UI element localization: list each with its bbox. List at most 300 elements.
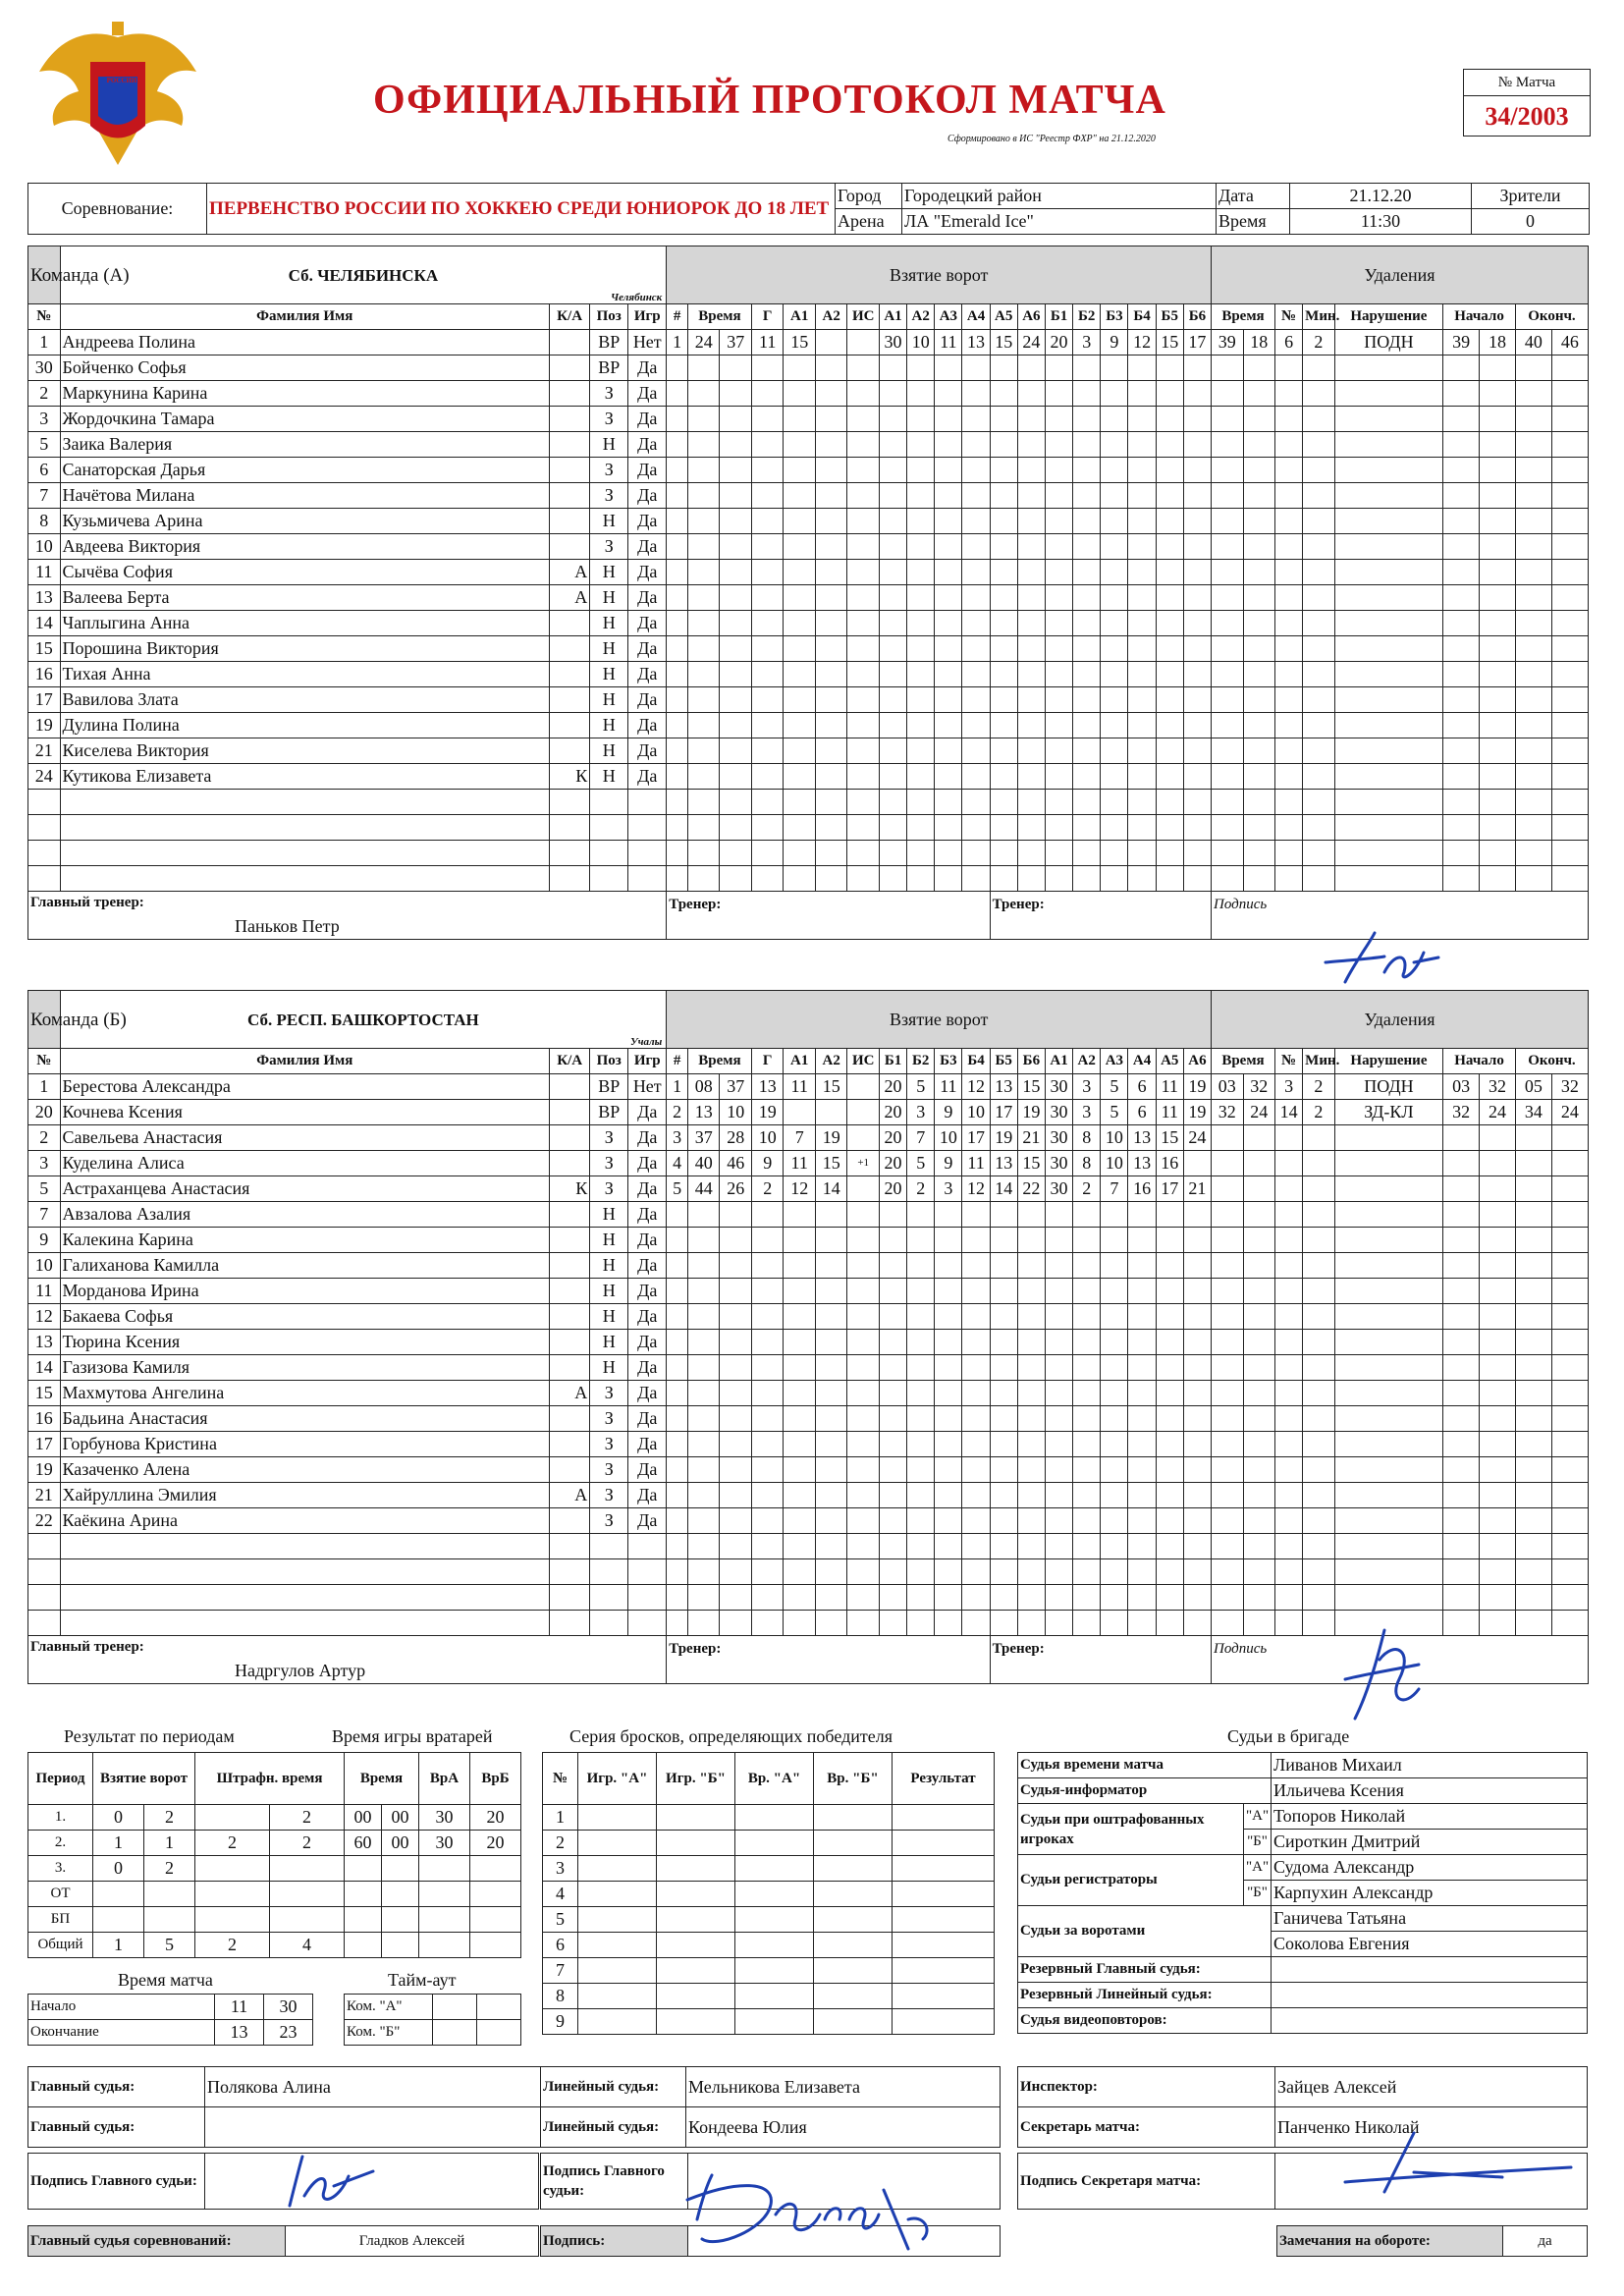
team-b-pen-end-min: [1515, 1125, 1551, 1151]
team-b-goal-on-ice: 30: [1045, 1100, 1072, 1125]
competition-name: ПЕРВЕНСТВО РОССИИ ПО ХОККЕЮ СРЕДИ ЮНИОРОК ДО 18 ЛЕТ: [207, 184, 836, 235]
team-a-goal-sec: [720, 381, 752, 407]
team-b-goal-a2: [815, 1253, 847, 1279]
team-a-player-no: 21: [28, 738, 61, 764]
goalie-time-row: [345, 1907, 521, 1933]
team-a-pen-violation: [1334, 355, 1443, 381]
shootout-cell: [814, 1831, 893, 1856]
team-b-goal-a1: [784, 1304, 816, 1330]
team-b-goal-scorer: [751, 1483, 784, 1508]
team-b-pen-start-min: [1443, 1228, 1480, 1253]
team-b-goal-sec: [720, 1483, 752, 1508]
team-b-goal-on-ice: [935, 1534, 962, 1559]
team-a-goal-a2: [815, 713, 847, 738]
results-goals-a: [93, 1882, 144, 1907]
team-a-player-played: Да: [628, 713, 667, 738]
team-a-goal-a1: [784, 866, 816, 892]
match-start-minute: 30: [264, 1995, 313, 2020]
team-b-header-no: №: [28, 1049, 61, 1074]
team-a-goal-on-ice: [962, 764, 990, 790]
team-b-goal-a2: [815, 1279, 847, 1304]
team-a-pen-end-sec: [1551, 790, 1588, 815]
team-a-pen-start-min: [1443, 841, 1480, 866]
team-a-pen-start-sec: [1480, 534, 1516, 560]
team-a-goal-on-ice: [1128, 509, 1156, 534]
team-b-pen-start-min: [1443, 1432, 1480, 1457]
team-a-goal-on-ice: [1073, 636, 1101, 662]
team-b-pen-player: [1275, 1508, 1303, 1534]
team-b-player-no: 21: [28, 1483, 61, 1508]
team-b-goal-on-ice: [1101, 1508, 1128, 1534]
team-a-goal-on-ice: [907, 738, 935, 764]
team-b-goal-a1: [784, 1253, 816, 1279]
team-b-goal-on-ice: [1156, 1611, 1183, 1636]
team-b-pen-end-min: [1515, 1559, 1551, 1585]
team-b-header-played: Игр: [628, 1049, 667, 1074]
match-end-label: Окончание: [28, 2020, 215, 2046]
date-label: Дата: [1217, 184, 1290, 209]
shootout-cell: [578, 1805, 657, 1831]
team-b-goal-on-ice: 13: [990, 1151, 1017, 1176]
team-a-goal-on-ice: [879, 560, 906, 585]
team-b-goal-on-ice: [962, 1381, 990, 1406]
team-a-goal-on-ice: [907, 534, 935, 560]
team-a-pen-violation: [1334, 432, 1443, 458]
team-a-goal-a2: [815, 866, 847, 892]
team-a-goal-on-ice: [1073, 815, 1101, 841]
team-a-pen-violation: [1334, 483, 1443, 509]
team-a-goal-on-ice: [1017, 483, 1045, 509]
team-b-pen-start-min: [1443, 1125, 1480, 1151]
team-b-goal-sec: [720, 1381, 752, 1406]
team-b-goal-a2: [815, 1304, 847, 1330]
team-a-goal-scorer: [751, 738, 784, 764]
team-b-player-ka: [550, 1202, 590, 1228]
team-b-pen-sec: [1243, 1508, 1275, 1534]
team-b-goal-on-ice: [907, 1611, 935, 1636]
team-a-header-pen-violation: Нарушение: [1334, 304, 1443, 330]
team-b-goal-on-ice: [990, 1457, 1017, 1483]
team-a-pen-start-sec: [1480, 585, 1516, 611]
team-b-goal-no: [667, 1534, 688, 1559]
team-b-pen-end-min: [1515, 1585, 1551, 1611]
team-a-goal-a2: [815, 841, 847, 866]
video-judge-label: Судья видеоповторов:: [1018, 2008, 1272, 2034]
team-b-pen-start-sec: [1480, 1176, 1516, 1202]
team-b-goal-no: [667, 1432, 688, 1457]
team-a-pen-minutes: [1303, 866, 1335, 892]
team-b-goal-a1: [784, 1279, 816, 1304]
team-b-header-on-ice-7: А1: [1045, 1049, 1072, 1074]
team-a-pen-sec: [1243, 611, 1275, 636]
team-b-goal-on-ice: [879, 1611, 906, 1636]
team-b-goal-scorer: [751, 1330, 784, 1355]
team-b-pen-end-sec: [1551, 1304, 1588, 1330]
team-a-goal-on-ice: 15: [1156, 330, 1183, 355]
team-b-goal-on-ice: [879, 1483, 906, 1508]
team-a-goal-on-ice: [1017, 687, 1045, 713]
team-a-pen-start-sec: [1480, 509, 1516, 534]
team-b-pen-start-sec: [1480, 1304, 1516, 1330]
inspector-label: Инспектор:: [1018, 2067, 1275, 2107]
team-a-goal-scorer: [751, 355, 784, 381]
team-a-goal-on-ice: [935, 738, 962, 764]
team-b-row: [28, 1406, 1589, 1432]
team-b-goal-scorer: [751, 1406, 784, 1432]
team-a-player-name: Заика Валерия: [60, 432, 550, 458]
team-a-goal-situation: [847, 330, 880, 355]
team-a-goal-on-ice: [1156, 381, 1183, 407]
team-b-pen-player: [1275, 1483, 1303, 1508]
team-a-pen-sec: 18: [1243, 330, 1275, 355]
team-b-goal-min: [687, 1304, 720, 1330]
date-value: 21.12.20: [1290, 184, 1472, 209]
team-b-head-coach-cell: [28, 1636, 667, 1684]
team-a-goal-on-ice: 30: [879, 330, 906, 355]
team-a-pen-min-mm: [1212, 738, 1244, 764]
team-a-pen-min-mm: [1212, 764, 1244, 790]
team-b-row: [28, 1559, 1589, 1585]
team-b-pen-end-sec: [1551, 1355, 1588, 1381]
team-a-goal-on-ice: [1128, 841, 1156, 866]
goalie-b-no: [470, 1907, 521, 1933]
results-title: Результат по периодам: [64, 1726, 235, 1746]
team-a-row: [28, 381, 1589, 407]
team-a-goal-on-ice: [935, 458, 962, 483]
team-b-goal-on-ice: [1073, 1202, 1101, 1228]
team-a-goal-on-ice: [935, 483, 962, 509]
team-a-goal-on-ice: [962, 381, 990, 407]
team-b-goal-on-ice: [962, 1228, 990, 1253]
team-a-goal-on-ice: [1045, 355, 1072, 381]
team-b-goal-on-ice: [1183, 1611, 1211, 1636]
team-b-pen-end-sec: [1551, 1253, 1588, 1279]
team-b-goal-on-ice: 30: [1045, 1151, 1072, 1176]
team-b-pen-end-sec: [1551, 1279, 1588, 1304]
team-b-player-no: 5: [28, 1176, 61, 1202]
team-b-goal-min: 08: [687, 1074, 720, 1100]
team-b-goal-on-ice: [1156, 1534, 1183, 1559]
team-a-goal-on-ice: [1101, 458, 1128, 483]
team-b-header-pen-no: №: [1275, 1049, 1303, 1074]
team-b-goal-sec: [720, 1611, 752, 1636]
team-b-goal-situation: [847, 1253, 880, 1279]
team-b-goal-on-ice: [1017, 1611, 1045, 1636]
team-a-pen-start-min: [1443, 687, 1480, 713]
secretary-name: Панченко Николай: [1275, 2107, 1588, 2148]
team-a-goal-on-ice: [1045, 611, 1072, 636]
team-b-row: [28, 1202, 1589, 1228]
team-b-row: [28, 1074, 1589, 1100]
team-a-header-assist-1: А1: [784, 304, 816, 330]
team-a-pen-sec: [1243, 790, 1275, 815]
team-b-goal-sec: [720, 1253, 752, 1279]
city-label: Город: [836, 184, 902, 209]
team-b-pen-minutes: [1303, 1304, 1335, 1330]
shootout-cell: [893, 1882, 995, 1907]
team-b-pen-end-sec: [1551, 1125, 1588, 1151]
team-b-goal-on-ice: 13: [990, 1074, 1017, 1100]
team-a-goal-a1: [784, 355, 816, 381]
team-b-goal-on-ice: [907, 1304, 935, 1330]
secretary-signature: [1326, 2123, 1591, 2202]
team-b-goal-on-ice: [879, 1253, 906, 1279]
results-pim-a: [195, 1907, 270, 1933]
team-a-goal-on-ice: [1128, 687, 1156, 713]
match-start-hour: 11: [215, 1995, 264, 2020]
team-a-row: [28, 560, 1589, 585]
team-b-goal-on-ice: [1101, 1611, 1128, 1636]
team-a-pen-end-sec: [1551, 815, 1588, 841]
team-a-goal-sec: [720, 560, 752, 585]
team-a-goal-on-ice: [907, 458, 935, 483]
team-a-pen-start-sec: [1480, 355, 1516, 381]
team-a-goal-on-ice: [1128, 815, 1156, 841]
shootout-no: 9: [543, 2009, 578, 2035]
team-a-goal-a2: [815, 509, 847, 534]
team-a-name: Сб. ЧЕЛЯБИНСКА: [288, 265, 439, 285]
team-b-goal-on-ice: [1156, 1483, 1183, 1508]
team-a-pen-player: [1275, 509, 1303, 534]
team-a-goal-a1: [784, 662, 816, 687]
team-a-sign-label: Подпись: [1214, 897, 1268, 912]
team-a-pen-start-sec: [1480, 866, 1516, 892]
team-b-goal-on-ice: [1101, 1330, 1128, 1355]
team-b-goal-on-ice: [1101, 1228, 1128, 1253]
team-b-goal-min: [687, 1202, 720, 1228]
team-b-pen-violation: [1334, 1151, 1443, 1176]
team-b-pen-sec: [1243, 1611, 1275, 1636]
team-a-goal-on-ice: [1183, 662, 1211, 687]
team-b-goal-on-ice: [935, 1508, 962, 1534]
team-b-goal-situation: [847, 1125, 880, 1151]
team-a-goal-a2: [815, 407, 847, 432]
line-referee-1: Мельникова Елизавета: [686, 2067, 1001, 2107]
results-pim-header: Штрафн. время: [195, 1753, 345, 1805]
team-a-player-name: Кузьмичева Арина: [60, 509, 550, 534]
team-a-pen-min-mm: [1212, 815, 1244, 841]
team-b-header-on-ice-1: Б1: [879, 1049, 906, 1074]
team-b-pen-min-mm: [1212, 1151, 1244, 1176]
team-a-goal-sec: [720, 764, 752, 790]
results-pim-b: [270, 1856, 345, 1882]
team-a-goal-on-ice: [879, 585, 906, 611]
team-a-player-played: Да: [628, 407, 667, 432]
registrar-b: Карпухин Александр: [1272, 1881, 1588, 1906]
team-b-pen-sec: [1243, 1228, 1275, 1253]
team-b-player-pos: [590, 1534, 628, 1559]
team-a-goal-on-ice: [1017, 381, 1045, 407]
team-a-header-on-ice-2: А2: [907, 304, 935, 330]
team-b-pen-end-min: [1515, 1483, 1551, 1508]
team-a-goal-scorer: [751, 560, 784, 585]
team-a-player-no: 15: [28, 636, 61, 662]
team-a-goal-on-ice: [1183, 866, 1211, 892]
team-a-goal-no: [667, 432, 688, 458]
team-a-pen-minutes: [1303, 458, 1335, 483]
team-a-player-pos: [590, 790, 628, 815]
team-b-goal-on-ice: [1156, 1279, 1183, 1304]
team-b-goal-a2: [815, 1100, 847, 1125]
team-b-pen-start-sec: [1480, 1228, 1516, 1253]
team-b-player-played: Да: [628, 1508, 667, 1534]
team-a-player-pos: Н: [590, 687, 628, 713]
team-a-player-ka: А: [550, 560, 590, 585]
team-b-goal-on-ice: 5: [907, 1074, 935, 1100]
team-a-goal-scorer: [751, 483, 784, 509]
team-a-goal-on-ice: [1017, 815, 1045, 841]
team-a-goal-on-ice: [935, 534, 962, 560]
goalie-a-header: ВрА: [419, 1753, 470, 1805]
team-b-pen-end-sec: [1551, 1559, 1588, 1585]
team-a-goal-on-ice: [879, 662, 906, 687]
goalie-time-sec: [382, 1907, 419, 1933]
team-b-header-scorer: Г: [751, 1049, 784, 1074]
team-b-player-ka: К: [550, 1176, 590, 1202]
team-a-goal-on-ice: [907, 841, 935, 866]
team-a-header-ka: К/А: [550, 304, 590, 330]
team-b-pen-min-mm: [1212, 1381, 1244, 1406]
team-a-block: [27, 246, 1589, 940]
team-a-pen-min-mm: [1212, 790, 1244, 815]
team-a-pen-minutes: [1303, 764, 1335, 790]
team-a-pen-min-mm: [1212, 636, 1244, 662]
team-a-player-name: [60, 790, 550, 815]
team-a-goal-on-ice: [1045, 585, 1072, 611]
team-a-pen-sec: [1243, 841, 1275, 866]
shootout-row: [543, 1958, 995, 1984]
shootout-row: [543, 1984, 995, 2009]
team-b-pen-end-min: [1515, 1534, 1551, 1559]
team-b-goal-on-ice: [935, 1432, 962, 1457]
team-b-pen-player: 3: [1275, 1074, 1303, 1100]
team-b-goal-min: 44: [687, 1176, 720, 1202]
team-b-player-played: Да: [628, 1355, 667, 1381]
goalie-time-min: [345, 1882, 382, 1907]
team-b-goals-title: Взятие ворот: [667, 991, 1212, 1049]
team-a-goal-on-ice: [1045, 764, 1072, 790]
shootout-cell: [814, 1805, 893, 1831]
team-a-goal-on-ice: [935, 866, 962, 892]
team-a-goal-on-ice: [990, 585, 1017, 611]
team-b-goal-a1: [784, 1381, 816, 1406]
team-b-goal-on-ice: [1045, 1432, 1072, 1457]
team-b-goal-on-ice: [1101, 1202, 1128, 1228]
timeout-table: [344, 1994, 521, 2046]
team-a-goal-on-ice: [1183, 458, 1211, 483]
team-a-goal-a1: [784, 509, 816, 534]
remarks-label: Замечания на обороте:: [1277, 2226, 1503, 2257]
team-b-pen-sec: [1243, 1176, 1275, 1202]
team-b-goal-min: [687, 1432, 720, 1457]
team-a-goal-on-ice: [1183, 355, 1211, 381]
team-b-goal-on-ice: [1128, 1355, 1156, 1381]
results-period: Общий: [28, 1933, 93, 1958]
results-goals-a: 1: [93, 1933, 144, 1958]
team-b-goal-on-ice: [1017, 1534, 1045, 1559]
team-b-pen-start-min: [1443, 1508, 1480, 1534]
team-a-head-coach-label: Главный тренер:: [30, 895, 144, 910]
team-b-header-goal-no: #: [667, 1049, 688, 1074]
team-a-goal-on-ice: [1017, 407, 1045, 432]
team-b-goal-sec: 10: [720, 1100, 752, 1125]
team-b-block: [27, 990, 1589, 1684]
team-b-goal-on-ice: [1045, 1279, 1072, 1304]
team-a-goal-on-ice: [1183, 764, 1211, 790]
team-b-player-name: Авзалова Азалия: [60, 1202, 550, 1228]
team-b-pen-sec: 32: [1243, 1074, 1275, 1100]
team-b-pen-start-sec: [1480, 1432, 1516, 1457]
team-b-goal-on-ice: [935, 1483, 962, 1508]
team-b-player-played: Да: [628, 1100, 667, 1125]
team-a-pen-player: [1275, 407, 1303, 432]
goalie-time-min: [345, 1907, 382, 1933]
team-b-goal-scorer: 2: [751, 1176, 784, 1202]
shootout-cell: [814, 1856, 893, 1882]
team-a-goal-on-ice: [990, 815, 1017, 841]
team-a-goal-on-ice: [1128, 764, 1156, 790]
team-a-goal-min: [687, 585, 720, 611]
team-a-header-on-ice-9: Б3: [1101, 304, 1128, 330]
team-b-goal-on-ice: [1128, 1559, 1156, 1585]
team-a-goal-on-ice: [1045, 687, 1072, 713]
team-a-goal-on-ice: [1156, 738, 1183, 764]
team-b-player-name: Кочнева Ксения: [60, 1100, 550, 1125]
match-time-title: Время матча: [118, 1970, 213, 1990]
results-table: [27, 1752, 345, 1958]
team-a-player-no: 24: [28, 764, 61, 790]
team-a-pen-start-min: [1443, 764, 1480, 790]
team-b-goal-situation: +1: [847, 1151, 880, 1176]
team-b-goal-on-ice: [1045, 1457, 1072, 1483]
team-b-goal-no: [667, 1508, 688, 1534]
team-a-goal-situation: [847, 815, 880, 841]
team-b-goal-on-ice: [1183, 1483, 1211, 1508]
team-a-goal-on-ice: [1183, 560, 1211, 585]
team-a-pen-end-min: [1515, 636, 1551, 662]
team-b-pen-player: [1275, 1330, 1303, 1355]
team-a-header-pen-min: Мин.: [1303, 304, 1335, 330]
team-b-pen-sec: [1243, 1406, 1275, 1432]
team-a-pen-end-min: [1515, 355, 1551, 381]
goalie-a-no: 30: [419, 1831, 470, 1856]
team-b-pen-end-sec: [1551, 1611, 1588, 1636]
timeout-b-label: Ком. "Б": [345, 2020, 433, 2046]
team-a-pen-end-sec: [1551, 662, 1588, 687]
team-a-goal-a1: [784, 764, 816, 790]
team-a-goal-on-ice: [1017, 662, 1045, 687]
team-b-goal-no: 1: [667, 1074, 688, 1100]
team-b-player-ka: [550, 1074, 590, 1100]
team-b-pen-start-sec: [1480, 1381, 1516, 1406]
team-b-player-no: 7: [28, 1202, 61, 1228]
team-a-goal-sec: [720, 534, 752, 560]
team-b-goal-on-ice: [935, 1355, 962, 1381]
team-a-goal-no: [667, 381, 688, 407]
team-a-player-no: 11: [28, 560, 61, 585]
team-a-goal-on-ice: [935, 407, 962, 432]
team-b-goal-on-ice: [879, 1432, 906, 1457]
team-b-goal-on-ice: [907, 1432, 935, 1457]
team-a-pen-min-mm: [1212, 483, 1244, 509]
team-b-player-ka: [550, 1125, 590, 1151]
team-b-pen-end-min: [1515, 1406, 1551, 1432]
team-a-goal-on-ice: [1128, 432, 1156, 458]
team-a-pen-violation: ПОДН: [1334, 330, 1443, 355]
results-pim-b: [270, 1882, 345, 1907]
team-a-goal-on-ice: [907, 662, 935, 687]
team-a-goal-a1: [784, 458, 816, 483]
